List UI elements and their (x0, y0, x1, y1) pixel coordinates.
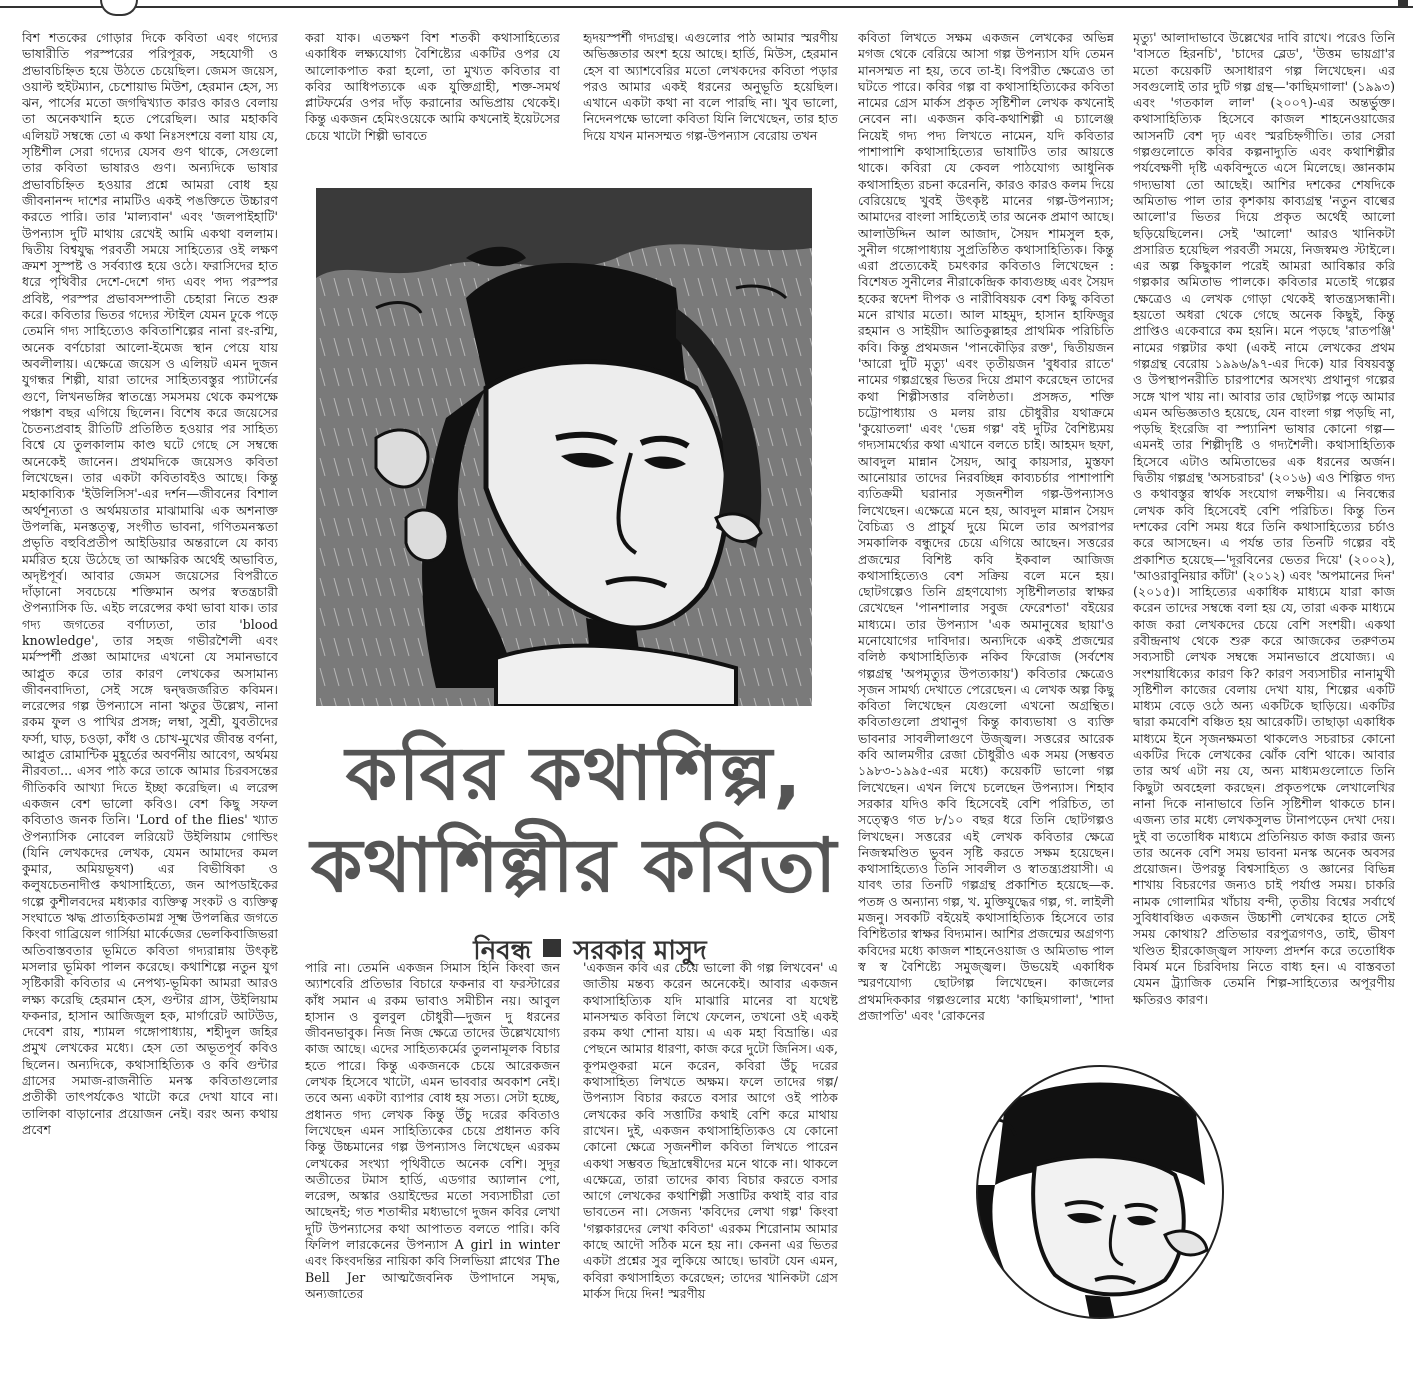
column-2-top-text: করা যাক। এতক্ষণ বিশ শতকী কথাসাহিত্যের একাধিক লক্ষ্যযোগ্য বৈশিষ্ট্যের একটির ওপর যে আলোকপাত করা হলো, তা মুখ্যত কবিতার বা কবির আধিপত্যকে এক যুক্তিগ্রাহী, শক্ত-সমর্থ প্লাটফর্মের ওপর দাঁড় করানোর অভিপ্রায় থেকেই। কিন্তু একজন হেমিংওয়েকে আমি কখনোই ইয়েটসের চেয়ে খাটো শিল্পী ভাবতে (305, 30, 560, 143)
column-5-text: মৃত্যু' আলাদাভাবে উল্লেখের দাবি রাখে। পরেও তিনি 'বাসতে হিরনচি', 'চাদের ব্লেড', 'উত্তম ভায়গ্রা'র মতো কয়েকটি অসাধারণ গল্প লিখেছেন। এর সবগুলোই তার দুটি গল্প গ্রন্থ—'কাছিমগালা' (১৯৯৩) এবং 'গতকাল লাল' (২০০৭)-এর অন্তর্ভুক্ত। কথাসাহিত্যিক হিসেবে কাজল শাহনেওয়াজের আসনটি বেশ দৃঢ় এবং স্মরচিহ্নগীতি। তার সেরা গল্পগুলোতে কবির কল্পনাদ্যুতি এবং কথাশিল্পীর পর্যবেক্ষণী দৃষ্টি একবিন্দুতে এসে মিলেছে। জ্ঞানকাম গদ্যভাষা তো আছেই। আশির দশকের শেষদিকে অমিতাভ পাল তার কৃশকায় কাব্যগ্রন্থ 'নতুন বাল্বের আলো'র ভিতর দিয়ে প্রকৃত অর্থেই আলো ছড়িয়েছিলেন। সেই 'আলো' আরও খানিকটা প্রসারিত হয়েছিল পরবর্তী সময়ে, নিজস্বমণ্ড স্টাইলে। এর অল্প কিছুকাল পরেই আমরা আবিষ্কার করি গল্পকার অমিতাভ পালকে। কবিতার মতোই গল্পের ক্ষেত্রেও এ লেখক গোড়া থেকেই স্বাতন্ত্র্যসন্ধানী। হয়তো অধরা থেকে গেছে অনেক কিছুই, কিন্তু প্রাপ্তিও একেবারে কম হয়নি। মনে পড়ছে 'রাতপঞ্জি' নামের গল্পটার কথা (একই নামে লেখকের প্রথম গল্পগ্রন্থ বেরোয় ১৯৯৬/৯৭-এর দিকে) যার বিষয়বস্তু ও উপস্থাপনরীতি চারপাশের অসংখ্য প্রথানুগ গল্পের সঙ্গে খাপ খায় না। আবার তার ছোটগল্প পড়ে আমার এমন অভিজ্ঞতাও হয়েছে, যেন বাংলা গল্প পড়ছি না, পড়ছি ইংরেজি বা স্প্যানিশ ভাষার কোনো গল্প—এমনই তার শিল্পীদৃষ্টি ও গদ্যশৈলী। কথাসাহিত্যিক হিসেবে এটাও অমিতাভের এক ধরনের অর্জন। দ্বিতীয় গল্পগ্রন্থ 'অসচরাচর' (২০১৬) এও শিল্পিত গদ্য ও কথাবস্তুর স্বার্থক সংযোগ লক্ষণীয়। এ নিবন্ধের লেখক কবি হিসেবেই বেশি পরিচিত। কিন্তু তিন দশকের বেশি সময় ধরে তিনি কথাসাহিত্যের চর্চাও করে আসছেন। এ পর্যন্ত তার তিনটি গল্পের বই প্রকাশিত হয়েছে—'দূরবিনের ভেতর দিয়ে' (২০০২), 'আওরাবুনিয়ার কাঁটা' (২০১২) এবং 'অপমানের দিন' (২০১৫)। সাহিত্যের একাধিক মাধ্যমে যারা কাজ করেন তাদের সম্বন্ধে বলা হয় যে, তারা একক মাধ্যমে কাজ করা লেখকদের চেয়ে বেশি সংশয়ী। একথা রবীন্দ্রনাথ থেকে শুরু করে আজকের তরুণতম সব্যসাচী লেখক সম্বন্ধে সমানভাবে প্রযোজ্য। এ সংশয়াধিক্যের কারণ কি? কারণ সব্যসাচীর নানামুখী সৃষ্টিশীল কাজের বেলায় দেখা যায়, শিল্পের একটি মাধ্যম বেড়ে ওঠে অন্য একটিকে ছাড়িয়ে। একটির দ্বারা কমবেশি বঞ্চিত হয় আরেকটি। তাছাড়া একাধিক মাধ্যমে ইনে সৃজনক্ষমতা থাকলেও সচরাচর কোনো একটির দিকে লেখকের ঝোঁক বেশি থাকে। আবার তার অর্থ এটা নয় যে, অন্য মাধ্যমগুলোতে তিনি কিছুটা অবহেলা করছেন। প্রকৃতপক্ষে লেখালেখির নানা দিকে নানাভাবে তিনি সৃষ্টিশীল থাকতে চান। এজন্য তার মধ্যে লেখকসুলভ টানাপড়েন দেখা দেয়। দুই বা ততোধিক মাধ্যমে প্রতিনিয়ত কাজ করার জন্য তার অনেক বেশি সময় ভাবনা মনস্ক অনেক অবসর প্রয়োজন। উপরন্তু বিশ্বসাহিত্য ও জ্ঞানের বিভিন্ন শাখায় বিচরণের জন্যও চাই পর্যাপ্ত সময়। চাকরি নামক গোলামির খাঁচায় বন্দী, তৃতীয় বিশ্বের সর্বার্থে সুবিধাবঞ্চিত একজন উচ্চাশী লেখকের হাতে সেই সময় কোথায়? প্রতিভার বরপুত্রগণও, তাই, ভীষণ খণ্ডিত হীরকোজ্জ্বল সাফল্য প্রদর্শন করে ততোধিক বিমর্ষ মনে চিরবিদায় নিতে বাধ্য হন। এ বাস্তবতা যেমন ট্র্যাজিক তেমনি শিল্প-সাহিত্যের অপূরণীয় ক্ষতিরও কারণ। (1133, 30, 1395, 1007)
top-rule (0, 6, 1413, 8)
headline (294, 728, 854, 912)
ink-brush-face-circle-illustration (975, 1065, 1225, 1320)
headline-line-2: কথাশিল্পীর কবিতা (310, 823, 838, 909)
column-2-bottom-text: পারি না। তেমনি একজন সিমাস হিনি কিংবা জন অ্যাশবেরি প্রতিভার বিচারে ফকনার বা ফরস্টারের কাঁধ সমান এ রকম ভাবাও সমীচীন নয়। আবুল হাসান ও বুলবুল চৌধুরী—দুজন দু ধরনের জীবনভাবুক। নিজ নিজ ক্ষেত্রে তাদের উল্লেখযোগ্য কাজ আছে। এদের সাহিত্যকর্মের তুলনামূলক বিচার হতে পারে। কিন্তু একজনকে চেয়ে আরেকজন লেখক হিসেবে খাটো, এমন ভাববার অবকাশ নেই। তবে অন্য একটা ব্যাপার বোধ হয় সত্য। সেটা হচ্ছে, প্রধানত গদ্য লেখক কিন্তু উঁচু দরের কবিতাও লিখেছেন এমন সাহিত্যিকের চেয়ে প্রধানত কবি কিন্তু উচ্চমানের গল্প উপন্যাসও লিখেছেন এরকম লেখকের সংখ্যা পৃথিবীতে অনেক বেশি। সুদূর অতীতের টমাস হার্ডি, এডগার অ্যালান পো, লরেন্স, অস্কার ওয়াইল্ডের মতো সব্যসাচীরা তো আছেনই; গত শতাব্দীর মধ্যভাগে দুজন কবির লেখা দুটি উপন্যাসের কথা আপাতত বলতে পারি। কবি ফিলিপ লারকেনের উপন্যাস A girl in winter এবং কিংবদন্তির নায়িকা কবি সিলভিয়া প্লাথের The Bell Jer আত্মজৈবনিক উপাদানে সমৃদ্ধ, অন্যজাতের (305, 960, 560, 1301)
page-corner-mark (1398, 0, 1408, 8)
column-3-top-text: হৃদয়স্পর্শী গদ্যগ্রন্থ। এগুলোর পাঠ আমার স্মরণীয় অভিজ্ঞতার অংশ হয়ে আছে। হার্ডি, মিউস, হেরমান হেস বা অ্যাশবেরির মতো লেখকদের কবিতা পড়ার পরও আমার একই ধরনের অনুভূতি হয়েছিল। এখানে একটা কথা না বলে পারছি না। খুব ভালো, নিদেনপক্ষে ভালো কবিতা যিনি লিখেছেন, তার হাত দিয়ে যখন মানসম্মত গল্প-উপন্যাস বেরোয় তখন (583, 30, 838, 143)
column-2-top (305, 30, 560, 182)
column-1 (22, 30, 278, 1388)
column-4-text: কবিতা লিখতে সক্ষম একজন লেখকের অভিন্ন মগজ থেকে বেরিয়ে আসা গল্প উপন্যাস যদি তেমন মানসম্মত না হয়, তবে তা-ই। বিপরীত ক্ষেত্রেও তা ঘটতে পারে। কবির গল্প বা কথাসাহিত্যিকের কবিতা নামের গ্রেস মার্কস প্রকৃত সৃষ্টিশীল লেখক কখনোই নেবেন না। একজন কবি-কথাশিল্পী এ চ্যালেঞ্জ নিয়েই গদ্য পদ্য লিখতে নামেন, যদি কবিতার পাশাপাশি কথাসাহিত্যের ভাষাটিও তার আয়ত্তে থাকে। কবিরা যে কেবল পাঠযোগ্য আধুনিক কথাসাহিত্য রচনা করেননি, কারও কারও কলম দিয়ে বেরিয়েছে খুবই উৎকৃষ্ট মানের গল্প-উপন্যাস; আমাদের বাংলা সাহিত্যেই তার অনেক প্রমাণ আছে। আলাউদ্দিন আল আজাদ, সৈয়দ শামসুল হক, সুনীল গঙ্গোপাধ্যায় সুপ্রতিষ্ঠিত কথাসাহিত্যিক। কিন্তু এরা প্রত্যেকেই চমৎকার কবিতাও লিখেছেন : বিশেষত সুনীলের নীরাকেন্দ্রিক কাব্যগুচ্ছ এবং সৈয়দ হকের স্বদেশ দীপক ও নারীবিষয়ক বেশ কিছু কবিতা মনে রাখার মতো। আল মাহমুদ, হাসান হাফিজুর রহমান ও সাইয়ীদ আতিকুল্লাহর প্রাথমিক পরিচিতি কবি। কিন্তু প্রথমজন 'পানকৌড়ির রক্ত', দ্বিতীয়জন 'আরো দুটি মৃত্যু' এবং তৃতীয়জন 'বুধবার রাতে' নামের গল্পগ্রন্থের ভিতর দিয়ে প্রমাণ করেছেন তাদের কথা শিল্পীসত্তার বলিষ্ঠতা। প্রসঙ্গত, শক্তি চট্টোপাধ্যায় ও মলয় রায় চৌধুরীর যথাক্রমে 'কুয়োতলা' এবং 'ভেন্ন গল্প' বই দুটির বৈশিষ্ট্যময় গদ্যসামর্থ্যের কথা এখানে বলতে চাই। আহমদ ছফা, আবদুল মান্নান সৈয়দ, আবু কায়সার, মুস্তফা আনোয়ার তাদের নিরবচ্ছিন্ন কাব্যচর্চার পাশাপাশি ব্যতিক্রমী ঘরানার সৃজনশীল গল্প-উপন্যাসও লিখেছেন। এক্ষেত্রে মনে হয়, আবদুল মান্নান সৈয়দ বৈচিত্র্য ও প্রাচুর্য দুয়ে মিলে তার অপরাপর সমকালিক বন্ধুদের চেয়ে এগিয়ে আছেন। সত্তরের প্রজন্মের বিশিষ্ট কবি ইকবাল আজিজ কথাসাহিত্যেও বেশ সক্রিয় বলে মনে হয়। ছোটগল্পেও তিনি গ্রহণযোগ্য সৃষ্টিশীলতার স্বাক্ষর রেখেছেন 'পানশালার সবুজ ফেরেশতা' বইয়ের মাধ্যমে। তার উপন্যাস 'এক অমানুষের ছায়া'ও মনোযোগের দাবিদার। অন্যদিকে একই প্রজন্মের বলিষ্ঠ কথাসাহিত্যিক নকিব ফিরোজ (সর্বশেষ গল্পগ্রন্থ 'অপমৃত্যুর উপত্যকায়') কবিতার ক্ষেত্রেও সৃজন সামর্থ্য দেখাতে পেরেছেন। এ লেখক অল্প কিছু কবিতা লিখেছেন যেগুলো এখনো অগ্রন্থিত। কবিতাগুলো প্রথানুগ কিন্তু কাব্যভাষা ও ব্যক্তি ভাবনার সাবলীলাগুণে উজ্জ্বল। সত্তরের আরেক কবি আলমগীর রেজা চৌধুরীও এক সময় (সম্ভবত ১৯৮৩-১৯৯৫-এর মধ্যে) কয়েকটি ভালো গল্প লিখেছেন। এখন লিখে চলেছেন উপন্যাস। শিহাব সরকার যদিও কবি হিসেবেই বেশি পরিচিত, তা সত্ত্বেও গত ৮/১০ বছর ধরে তিনি ছোটগল্পও লিখছেন। সত্তরের এই লেখক কবিতার ক্ষেত্রে নিজস্বমণ্ডিত ভুবন সৃষ্টি করতে সক্ষম হয়েছেন। কথাসাহিত্যেও তিনি সাবলীল ও স্বাতন্ত্র্যপ্রয়াসী। এ যাবৎ তার তিনটি গল্পগ্রন্থ প্রকাশিত হয়েছে—ক. পতঙ্গ ও অন্যান্য গল্প, খ. মুক্তিযুদ্ধের গল্প, গ. লাইলী মজনু। সবকটি বইয়েই কথাসাহিত্যিক হিসেবে তার বিশিষ্টতার স্বাক্ষর বিদ্যমান। আশির প্রজন্মের অগ্রগণ্য কবিদের মধ্যে কাজল শাহনেওয়াজ ও অমিতাভ পাল স্ব স্ব বৈশিষ্ট্যে সমুজ্জ্বল। উভয়েই একাধিক স্মরণযোগ্য ছোটগল্প লিখেছেন। কাজলের প্রথমদিককার গল্পগুলোর মধ্যে 'কাছিমগালা', 'শাদা প্রজাপতি' এবং 'রোকনের (858, 30, 1114, 1023)
section-label: নিবন্ধ (473, 936, 532, 966)
column-3-bottom (583, 960, 838, 1388)
column-2-bottom (305, 960, 560, 1388)
column-3-top (583, 30, 838, 182)
byline-square-icon (543, 939, 561, 957)
author-name: সরকার মাসুদ (573, 936, 707, 966)
headline-line-1: কবির কথাশিল্প, (345, 731, 803, 817)
ink-brush-face-illustration (316, 188, 812, 706)
column-1-text: বিশ শতকের গোড়ার দিকে কবিতা এবং গদ্যের ভাষারীতি পরস্পরের পরিপূরক, সহযোগী ও প্রভাবচিহ্নিত হয়ে উঠতে চেয়েছিল। জেমস জয়েস, ওয়াল্ট হুইটম্যান, চেশোয়াভ মিউশ, হেরমান হেস, স্য ঝন, পার্সের মতো জগদ্বিখ্যাত কারও কারও বেলায় তা অনেকখানি হতে পেরেছিল। আর মহাকবি এলিয়ট সম্বন্ধে তো এ কথা নিঃসংশয়ে বলা যায় যে, সৃষ্টিশীল সেরা গদ্যের যেসব গুণ থাকে, সেগুলো তার কবিতা ভাষারও গুণ। অন্যদিকে ভাষার প্রভাবচিহ্নিত হওয়ার প্রশ্নে আমরা বোধ হয় জীবনানন্দ দাশের নামটিও একই পঙক্তিতে উচ্চারণ করতে পারি। তার 'মাল্যবান' এবং 'জলপাইহাটি' উপন্যাস দুটি মাথায় রেখেই আমি একথা বললাম। দ্বিতীয় বিশ্বযুদ্ধ পরবর্তী সময়ে সাহিত্যের ওই লক্ষণ ক্রমশ সুস্পষ্ট ও সর্বব্যাপ্ত হয়ে ওঠে। ফরাসিদের হাত ধরে পৃথিবীর দেশে-দেশে গদ্য এবং পদ্য পরস্পর প্রবিষ্ট, পরস্পর প্রভাবসম্পাতী চেহারা নিতে শুরু করে। কবিতার ভিতর গদ্যের স্টাইল যেমন ঢুকে পড়ে তেমনি গদ্য সাহিত্যেও কবিতাশিল্পের নানা রং-রশ্মি, অনেক বর্ণচোরা আলো-ইমেজ স্থান পেয়ে যায় অবলীলায়। এক্ষেত্রে জয়েস ও এলিয়ট এমন দুজন যুগন্ধর শিল্পী, যারা তাদের সাহিত্যবস্তুর প্যাটার্নের গুণে, লিখনভঙ্গির স্বাতন্ত্র্যে সমসময় থেকে কমপক্ষে পঞ্চাশ বছর এগিয়ে ছিলেন। বিশেষ করে জয়েসের চৈতন্যপ্রবাহ রীতিটি প্রতিষ্ঠিত হওয়ার পর সাহিত্য বিশ্বে যে তুলকালাম কাণ্ড ঘটে গেছে সে সম্বন্ধে অনেকেই জানেন। প্রথমদিকে জয়েসও কবিতা লিখেছেন। তার একটা কবিতাবইও আছে। কিন্তু মহাকাব্যিক 'ইউলিসিস'-এর দর্শন—জীবনের বিশাল অর্থশূন্যতা ও অর্থময়তার মাঝামাঝি এক অশনাক্ত উপলব্ধি, মনস্তত্ত্ব, সংগীত ভাবনা, গণিতমনস্কতা প্রভৃতি বহুবিপ্রতীপ আইডিয়ার অন্তরালে যে কাব্য মর্মরিত হয়ে উঠেছে তা আক্ষরিক অর্থেই অভাবিত, অদৃষ্টপূর্ব। আবার জেমস জয়েসের বিপরীতে দাঁড়ানো সবচেয়ে শক্তিমান অপর স্বতন্ত্রচারী ঔপন্যাসিক ডি. এইচ লরেন্সের কথা ভাবা যাক। তার গদ্য জগতের বর্ণাঢ্যতা, তার 'blood knowledge', তার সহজ গভীরশৈলী এবং মর্মস্পর্শী প্রজ্ঞা আমাদের এখনো যে সমানভাবে আপ্লুত করে তার কারণ লেখকের অসামান্য জীবনবাদিতা, সেই সঙ্গে দ্বন্দ্বজর্জরিত কবিমন। লরেন্সের গল্প উপন্যাসে নানা ঋতুর উল্লেখ, নানা রকম ফুল ও পাখির প্রসঙ্গ; লম্বা, সুশ্রী, যুবতীদের ফর্সা, ঘাড়, চওড়া, কাঁধ ও চোখ-মুখের জীবন্ত বর্ণনা, আপ্লুত রোমান্টিক মুহূর্তের অবর্ণনীয় আবেগ, অর্থময় নীরবতা... এসব পাঠ করে তাকে আমার চিরবসন্তের গীতিকবি আখ্যা দিতে ইচ্ছা করেছিল। এ লরেন্স একজন বেশ ভালো কবিও। বেশ কিছু সফল কবিতাও জনক তিনি। 'Lord of the flies' খ্যাত ঔপন্যাসিক নোবেল লরিয়েট উইলিয়াম গোল্ডিং (যিনি লেখকদের লেখক, যেমন আমাদের কমল কুমার, অমিয়ভূষণ) এর বিভীষিকা ও কলুষচেতনাদীপ্ত কথাসাহিত্যে, জন আপডাইকের গল্পে কুশীলবদের মধ্যকার ব্যক্তিত্ব সংকট ও ব্যক্তিত্ব সংঘাতে ঋদ্ধ প্রাত্যহিকতামগ্ন সূক্ষ্ম উপলব্ধির জগতে কিংবা গাব্রিয়েল গার্সিয়া মার্কেজের ভেলকিবাজিভরা অতিবাস্তবতার ভূমিতে কবিতা গদ্যরান্নায় উৎকৃষ্ট মসলার ভূমিকা পালন করেছে। কথাশিল্পে নতুন যুগ সৃষ্টিকারী কবিতার এ নেপথ্য-ভূমিকা আমরা আরও লক্ষ্য করেছি হেরমান হেস, গুন্টার গ্রাস, উইলিয়াম ফকনার, হাসান আজিজুল হক, মার্গারেট আটউড, দেবেশ রায়, শ্যামল গঙ্গোপাধ্যায়, শহীদুল জহির প্রমুখ লেখকের মধ্যে। হেস তো অভূতপূর্ব কবিও ছিলেন। অন্যদিকে, কথাসাহিত্যিক ও কবি গুন্টার গ্রাসের সমাজ-রাজনীতি মনস্ক কবিতাগুলোর প্রতীকী তাৎপর্যকেও খাটো করে দেখা যাবে না। তালিকা বাড়ানোর প্রয়োজন নেই। বরং অন্য কথায় প্রবেশ (22, 30, 278, 1137)
top-notch-ornament (100, 0, 138, 16)
column-3-bottom-text: 'একজন কবি এর চেয়ে ভালো কী গল্প লিখবেন' এ জাতীয় মন্তব্য করেন অনেকেই। আবার একজন কথাসাহিত্যিক যদি মাঝারি মানের বা যথেষ্ট মানসম্মত কবিতা লিখে ফেলেন, তখনো ওই একই রকম কথা শোনা যায়। এ এক মহা বিভ্রান্তি। এর পেছনে আমার ধারণা, কাজ করে দুটো জিনিস। এক, কূপমণ্ডূকরা মনে করেন, কবিরা উঁচু দরের কথাসাহিত্য লিখতে অক্ষম। ফলে তাদের গল্প/উপন্যাস বিচার করতে বসার আগে ওই পাঠক লেখকের কবি সত্তাটির কথাই বেশি করে মাথায় রাখেন। দুই, একজন কথাসাহিত্যিকও যে কোনো কোনো ক্ষেত্রে সৃজনশীল কবিতা লিখতে পারেন একথা সম্ভবত ছিদ্রান্বেষীদের মনে থাকে না। থাকলে এক্ষেত্রে, তারা তাদের কাব্য বিচার করতে বসার আগে লেখকের কথাশিল্পী সত্তাটির কথাই বার বার ভাবতেন না। সেজন্য 'কবিদের লেখা গল্প' কিংবা 'গল্পকারদের লেখা কবিতা' এরকম শিরোনাম আমার কাছে আদৌ সঠিক মনে হয় না। কেননা এর ভিতর একটা প্রশ্নের সুর লুকিয়ে আছে। ভাবটা যেন এমন, কবিরা কথাসাহিত্য করেছেন; তাদের খানিকটা গ্রেস মার্কস দিয়ে দিন! স্মরণীয় (583, 960, 838, 1301)
